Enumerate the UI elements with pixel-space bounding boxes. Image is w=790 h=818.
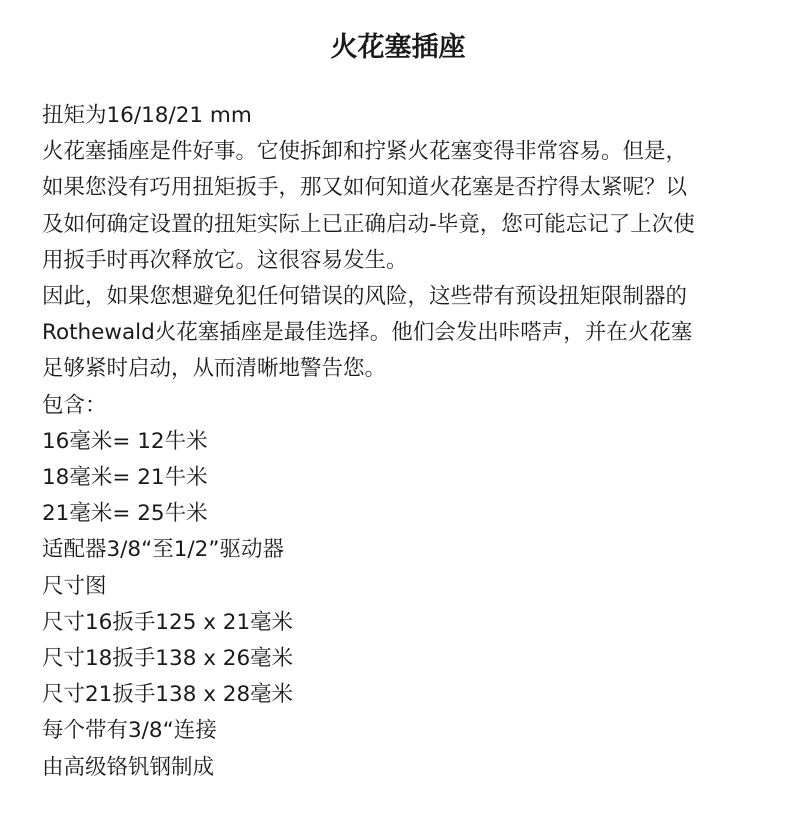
description-paragraph-line: Rothewald火花塞插座是最佳选择。他们会发出咔嗒声，并在火花塞 (42, 320, 693, 346)
description-paragraph-line: 如果您没有巧用扭矩扳手，那又如何知道火花塞是否拧得太紧呢？以 (42, 175, 688, 201)
description-paragraph-line: 足够紧时启动，从而清晰地警告您。 (42, 356, 387, 382)
size-chart-item: 尺寸16扳手125 x 21毫米 (42, 609, 294, 635)
description-paragraph-line: 用扳手时再次释放它。这很容易发生。 (42, 247, 408, 273)
description-body (42, 98, 754, 786)
contents-heading: 包含： (42, 392, 107, 418)
contents-item: 18毫米= 21牛米 (42, 465, 208, 491)
size-chart-heading: 尺寸图 (42, 573, 107, 599)
contents-item: 适配器3/8“至1/2”驱动器 (42, 537, 284, 563)
torque-spec-line: 扭矩为16/18/21 mm (42, 103, 252, 128)
contents-item: 16毫米= 12牛米 (42, 428, 208, 454)
contents-item: 21毫米= 25牛米 (42, 501, 208, 527)
size-chart-item: 尺寸18扳手138 x 26毫米 (42, 646, 294, 672)
material-note: 由高级铬钒钢制成 (42, 754, 215, 780)
description-paragraph-line: 因此，如果您想避免犯任何错误的风险，这些带有预设扭矩限制器的 (42, 284, 688, 310)
page-title: 火花塞插座 (330, 32, 466, 63)
connection-note: 每个带有3/8“连接 (42, 718, 217, 744)
description-paragraph-line: 火花塞插座是件好事。它使拆卸和拧紧火花塞变得非常容易。但是， (42, 139, 688, 165)
description-paragraph-line: 及如何确定设置的扭矩实际上已正确启动-毕竟，您可能忘记了上次使 (42, 211, 695, 237)
size-chart-item: 尺寸21扳手138 x 28毫米 (42, 682, 294, 708)
